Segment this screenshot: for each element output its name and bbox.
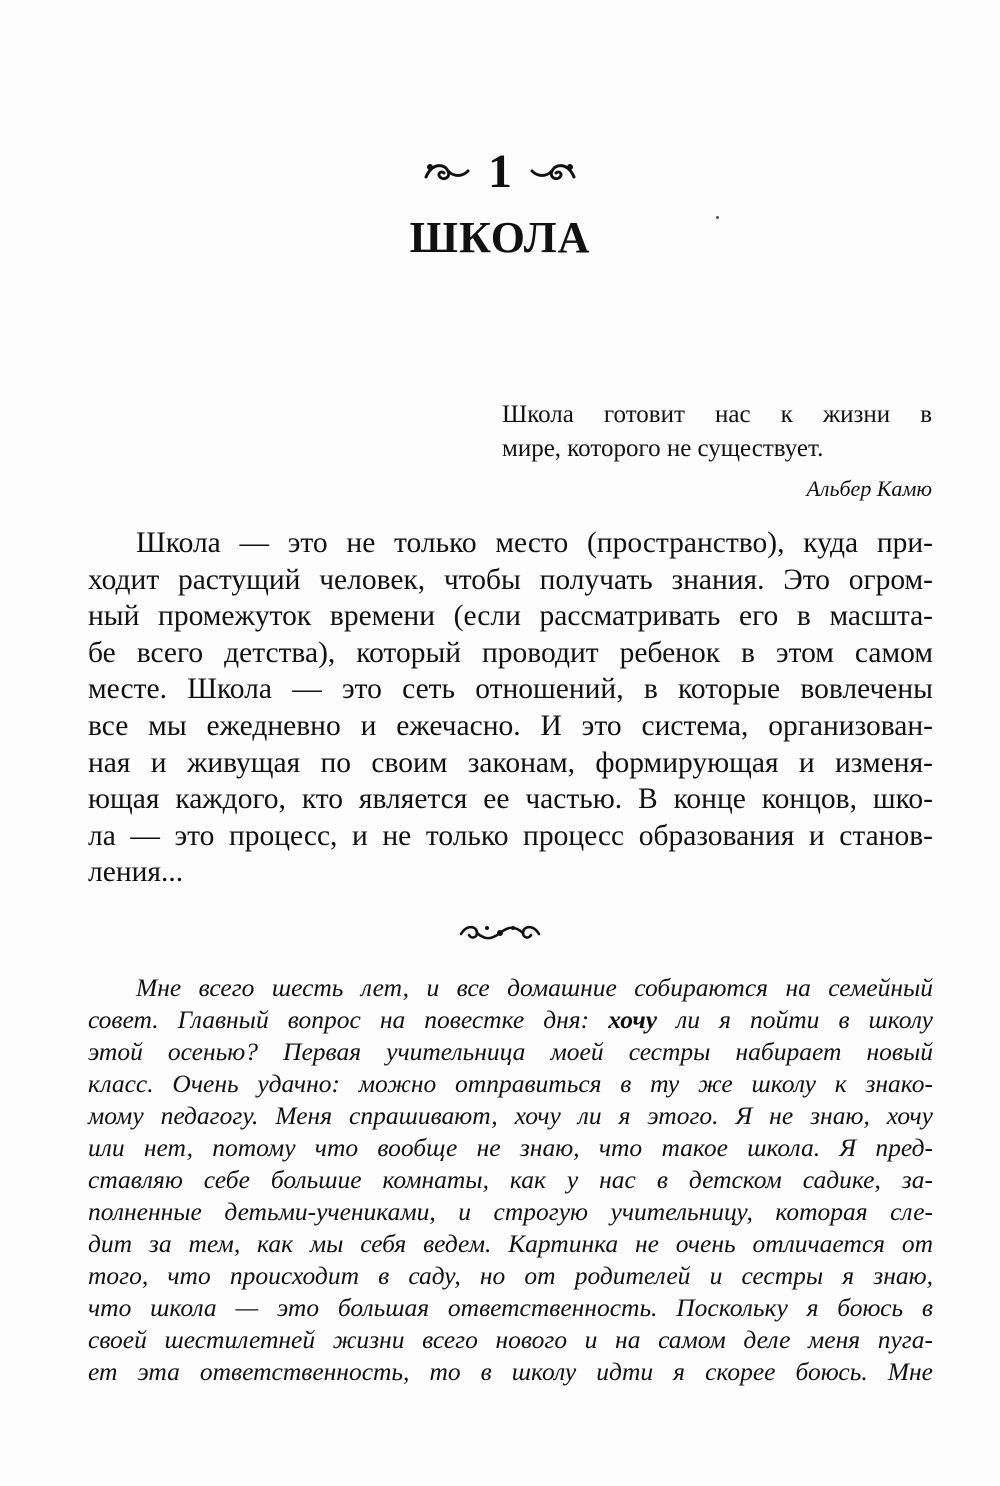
memoir-line: ет эта ответственность, то в школу идти я скорее боюсь. Мне (88, 1357, 933, 1386)
paragraph-line: бе всего детства), который проводит ребенок в этом самом (88, 636, 933, 669)
paragraph-line: все мы ежедневно и ежечасно. И это система, организован- (88, 709, 933, 742)
memoir-line-part: совет. Главный вопрос на повестке дня: (88, 1005, 609, 1034)
memoir-line: этой осенью? Первая учительница моей сестры набирает новый (88, 1037, 933, 1066)
memoir-line-part: ли я пойти в школу (657, 1005, 933, 1034)
memoir-line: класс. Очень удачно: можно отправиться в ту же школу к знако- (88, 1069, 933, 1098)
memoir-line: своей шестилетней жизни всего нового и на самом деле меня пуга- (88, 1325, 933, 1354)
paragraph-line: ная и живущая по своим законам, формирующая и изменя- (88, 746, 933, 779)
memoir-paragraph (88, 972, 933, 1388)
print-speckle (716, 216, 719, 219)
paragraph-line: Школа — это не только место (пространство), куда при- (136, 527, 933, 559)
memoir-line: мому педагогу. Меня спрашивают, хочу ли я этого. Я не знаю, хочу (88, 1101, 933, 1130)
memoir-line: того, что происходит в саду, но от родителей и сестры я знаю, (88, 1261, 933, 1290)
memoir-line: полненные детьми-учениками, и строгую учительницу, которая сле- (88, 1197, 933, 1226)
paragraph-line: ления... (88, 856, 184, 889)
epigraph-line: мире, которого не существует. (502, 435, 824, 462)
fleuron-left-icon (422, 157, 472, 187)
paragraph-line: месте. Школа — это сеть отношений, в которые вовлечены (88, 673, 933, 706)
memoir-line: ставляю себе большие комнаты, как у нас в детском садике, за- (88, 1165, 933, 1194)
fleuron-right-icon (528, 157, 578, 187)
memoir-line: Мне всего шесть лет, и все домашние собираются на семейный (136, 973, 933, 1002)
paragraph-line: ходит растущий человек, чтобы получать знания. Это огром- (88, 563, 933, 596)
emphasis-word: хочу (608, 1005, 658, 1034)
chapter-title: ШКОЛА (409, 213, 591, 262)
paragraph-line: ла — это процесс, и не только процесс образования и станов- (88, 819, 933, 852)
memoir-line (88, 1004, 933, 1036)
paragraph-line: ющая каждого, кто является ее частью. В конце концов, шко- (88, 783, 933, 816)
epigraph (502, 398, 932, 506)
paragraph-line: ный промежуток времени (если рассматривать его в масшта- (88, 600, 933, 633)
memoir-line: что школа — это большая ответственность. Поскольку я боюсь в (88, 1293, 933, 1322)
epigraph-author: Альбер Камю (806, 476, 932, 501)
epigraph-line: Школа готовит нас к жизни в (502, 401, 932, 428)
chapter-number: 1 (488, 145, 512, 198)
main-paragraph (88, 525, 933, 891)
memoir-line: или нет, потому что вообще не знаю, что такое школа. Я пред- (88, 1133, 933, 1162)
memoir-line: дит за тем, как мы себя ведем. Картинка не очень отличается от (88, 1229, 933, 1258)
section-divider (0, 918, 1000, 948)
section-divider-icon (455, 918, 545, 948)
chapter-heading (0, 145, 1000, 198)
